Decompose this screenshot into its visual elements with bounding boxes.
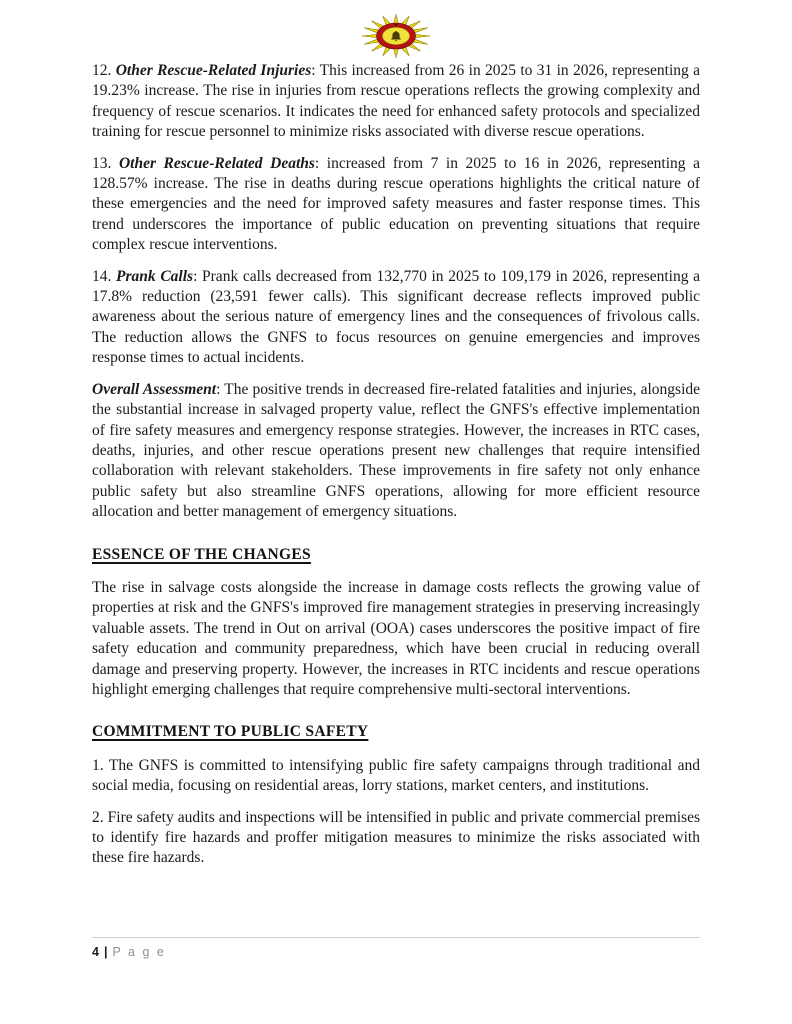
document-body — [0, 60, 792, 869]
paragraph-commitment-2: 2. Fire safety audits and inspections will be intensified in public and private commercial premises to identify fire hazards and proffer mitigation measures to minimize the risks associated with these fire hazards. — [92, 808, 700, 867]
page-footer — [92, 937, 700, 959]
paragraph-lead: Other Rescue-Related Injuries — [115, 62, 312, 79]
paragraph-overall-assessment — [92, 380, 700, 523]
footer-separator: | — [103, 945, 108, 959]
paragraph-lead: Other Rescue-Related Deaths — [118, 154, 315, 172]
page-header — [0, 0, 792, 60]
section-heading-commitment-to-public-safety: COMMITMENT TO PUBLIC SAFETY — [92, 723, 369, 741]
paragraph-text: : This increased from 26 in 2025 to 31 in 2026, representing a 19.23% increase. The rise in injuries from rescue operations reflects the growing complexity and frequency of rescue scenarios. It indicates the need for enhanced safety protocols and specialized training for rescue personnel to minimize risks associated with diverse rescue operations. — [92, 62, 700, 141]
page-label: P a g e — [112, 945, 166, 959]
paragraph-12 — [92, 61, 700, 143]
section-heading-essence-of-the-changes: ESSENCE OF THE CHANGES — [92, 545, 311, 563]
paragraph-13 — [92, 154, 700, 256]
bell-clapper — [395, 40, 396, 41]
paragraph-essence-body: The rise in salvage costs alongside the increase in damage costs reflects the growing value of properties at risk and the GNFS's improved fire management strategies in preserving increasingly valuable assets. The trend in Out on arrival (OOA) cases underscores the positive impact of fire safety education and community preparedness, which have been crucial in reducing overall damage and preserving property. However, the increases in RTC incidents and rescue operations highlight emerging challenges that require comprehensive multi-sectoral interventions. — [92, 578, 700, 698]
paragraph-text: : The positive trends in decreased fire-related fatalities and injuries, alongside the substantial increase in salvaged property value, reflect the GNFS's effective implementation of fire safety measures and emergency response strategies. However, the increases in RTC cases, deaths, injuries, and other rescue operations present new challenges that require intensified collaboration with relevant stakeholders. These improvements in fire safety not only enhance public safety but also streamline GNFS operations, allowing for more efficient resource allocation and better management of emergency situations. — [92, 380, 701, 521]
paragraph-text: : Prank calls decreased from 132,770 in 2025 to 109,179 in 2026, representing a 17.8% reduction (23,591 fewer calls). This significant decrease reflects improved public awareness about the serious nature of emergency lines and the consequences of frivolous calls. The reduction allows the GNFS to focus resources on genuine emergencies and improves response times to actual incidents. — [92, 267, 701, 367]
paragraph-number: 14. — [92, 267, 117, 285]
paragraph-number: 13. — [92, 154, 119, 172]
crest-top-dot — [395, 24, 397, 26]
paragraph-number: 12. — [92, 62, 116, 79]
paragraph-commitment-1: 1. The GNFS is committed to intensifying public fire safety campaigns through traditional and social media, focusing on residential areas, lorry stations, market centers, and institutions. — [92, 756, 700, 795]
paragraph-lead: Overall Assessment — [92, 380, 217, 398]
paragraph-lead: Prank Calls — [116, 267, 194, 285]
paragraph-text: : increased from 7 in 2025 to 16 in 2026, representing a 128.57% increase. The rise in deaths during rescue operations highlights the critical nature of these emergencies and the need for improved safety measures and faster response times. This trend underscores the importance of public education on preventing situations that require complex rescue interventions. — [92, 154, 700, 254]
page-number: 4 — [92, 945, 99, 959]
gnfs-crest-logo — [360, 13, 432, 59]
paragraph-14 — [92, 267, 700, 369]
